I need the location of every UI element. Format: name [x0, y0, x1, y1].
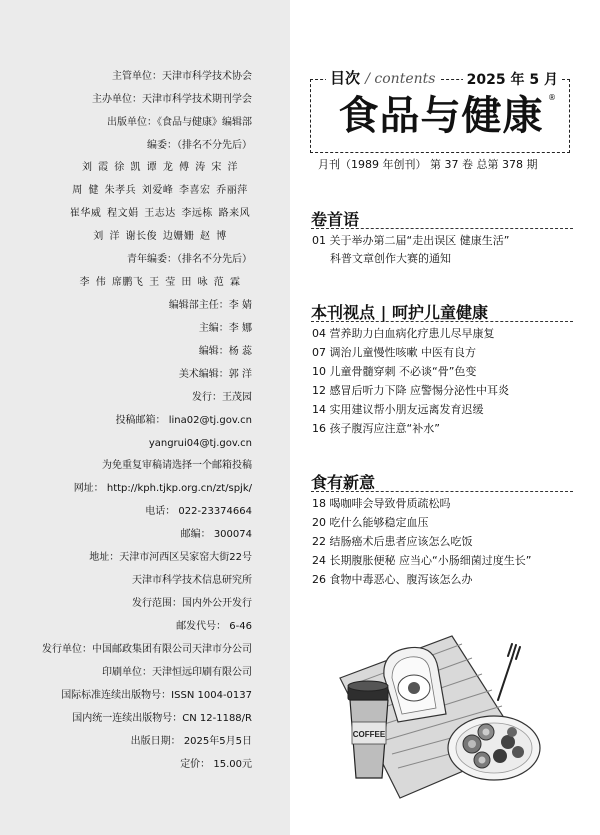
section-divider	[311, 321, 573, 322]
magazine-logo: 食品与健康	[338, 93, 544, 139]
email-line: 投稿邮箱： lina02@tj.gov.cn	[115, 415, 252, 426]
toc-item[interactable]: 科普文章创作大赛的通知	[330, 252, 451, 265]
board-row: 周 健 朱孝兵 刘爱峰 李喜宏 乔丽萍	[72, 185, 248, 196]
toc-item[interactable]: 22 结肠癌术后患者应该怎么吃饭	[312, 535, 473, 548]
toc-item[interactable]: 12 感冒后听力下降 应警惕分泌性中耳炎	[312, 384, 509, 397]
section-divider	[311, 491, 573, 492]
board-row: 崔华威 程文娟 王志达 李远栋 路来风	[69, 208, 251, 219]
email-note: 为免重复审稿请选择一个邮箱投稿	[102, 460, 252, 471]
board-heading: 编委：（排名不分先后）	[147, 140, 252, 151]
registered-mark: ®	[548, 93, 556, 102]
contents-label	[326, 67, 439, 88]
toc-item[interactable]: 24 长期腹胀便秘 应当心“小肠细菌过度生长”	[312, 554, 532, 567]
issn-line: 国际标准连续出版物号：ISSN 1004-0137	[61, 690, 252, 701]
youth-heading: 青年编委：（排名不分先后）	[127, 254, 252, 265]
youth-row: 李 伟 席鹏飞 王 莹 田 咏 范 霖	[79, 277, 241, 288]
distributor-line: 发行单位：中国邮政集团有限公司天津市分公司	[42, 644, 252, 655]
breakfast-food-illustration	[322, 628, 572, 823]
pub-date-line: 出版日期： 2025年5月5日	[130, 736, 252, 747]
chief-editor-line: 编辑部主任：李 婧	[168, 300, 252, 311]
postcode-line: 邮编： 300074	[180, 529, 252, 540]
distribution-line: 发行：王茂园	[192, 392, 252, 403]
masthead	[310, 65, 572, 175]
postal-code-line: 邮发代号： 6-46	[176, 621, 252, 632]
fork	[498, 644, 520, 700]
coffee-cup	[348, 681, 388, 778]
publisher-line: 出版单位：《食品与健康》编辑部	[107, 117, 252, 128]
scope-line: 发行范围：国内外公开发行	[132, 598, 252, 609]
food-plate	[448, 716, 540, 780]
toc-item[interactable]: 20 吃什么能够稳定血压	[312, 516, 429, 529]
phone-line: 电话： 022-23374664	[145, 506, 252, 517]
website-line: 网址： http://kph.tjkp.org.cn/zt/spjk/	[73, 483, 252, 494]
toc-item[interactable]: 16 孩子腹泻应注意“补水”	[312, 422, 440, 435]
toc-item[interactable]: 01 关于举办第二届“走出误区 健康生活”	[312, 234, 510, 247]
editor-line: 编辑：杨 蕊	[198, 346, 252, 357]
mulu-text: 目次	[330, 69, 361, 87]
cup-label: COFFEE	[352, 730, 386, 739]
toc-item[interactable]: 26 食物中毒恶心、腹泻该怎么办	[312, 573, 473, 586]
supervisor-line: 主管单位：天津市科学技术协会	[112, 71, 252, 82]
toc-item[interactable]: 14 实用建议帮小朋友远离发育迟缓	[312, 403, 484, 416]
email-line: yangrui04@tj.gov.cn	[148, 438, 252, 449]
toc-item[interactable]: 04 营养助力白血病化疗患儿尽早康复	[312, 327, 495, 340]
toc-item[interactable]: 07 调治儿童慢性咳嗽 中医有良方	[312, 346, 476, 359]
address-line: 地址：天津市河西区吴家窑大街22号	[89, 552, 252, 563]
board-row: 刘 霞 徐 凯 谭 龙 傅 涛 宋 洋	[81, 162, 239, 173]
board-row: 刘 洋 谢长俊 边姗姗 赵 博	[93, 231, 227, 242]
art-editor-line: 美术编辑：郭 洋	[178, 369, 252, 380]
section-title: 本刊视点 | 呵护儿童健康	[311, 303, 488, 322]
section-title: 卷首语	[311, 210, 360, 229]
toc-item[interactable]: 10 儿童骨髓穿刺 不必谈“骨”色变	[312, 365, 477, 378]
institute-line: 天津市科学技术信息研究所	[132, 575, 252, 586]
issue-meta: 月刊（1989 年创刊） 第 37 卷 总第 378 期	[318, 158, 538, 171]
issue-date: 2025 年 5 月	[463, 69, 562, 89]
sponsor-line: 主办单位：天津市科学技术期刊学会	[92, 94, 252, 105]
section-divider	[311, 228, 573, 229]
section-title: 食有新意	[311, 473, 376, 492]
contents-text: / contents	[365, 71, 436, 87]
cn-line: 国内统一连续出版物号：CN 12-1188/R	[72, 713, 252, 724]
toc-item[interactable]: 18 喝咖啡会导致骨质疏松吗	[312, 497, 451, 510]
editor-in-charge-line: 主编：李 娜	[198, 323, 252, 334]
price-line: 定价： 15.00元	[180, 759, 252, 770]
printer-line: 印刷单位：天津恒远印刷有限公司	[102, 667, 252, 678]
colophon-panel	[0, 0, 290, 835]
